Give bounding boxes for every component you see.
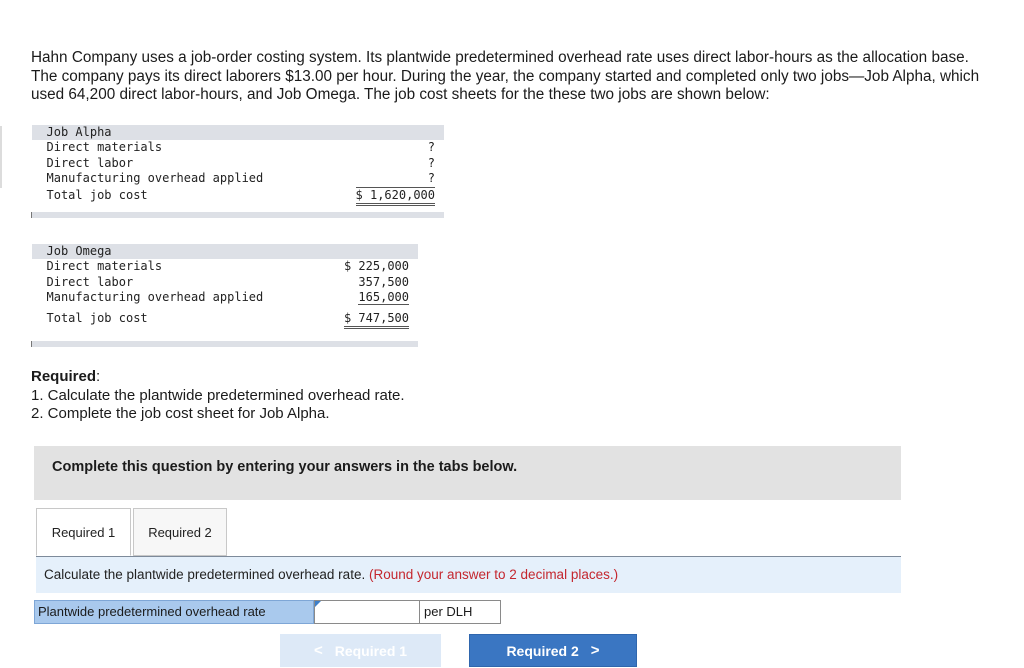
required-item-2: 2. Complete the job cost sheet for Job Alpha.: [31, 405, 330, 422]
job-alpha-table: [31, 125, 444, 218]
total-label: Total job cost: [46, 310, 148, 325]
question-hint: (Round your answer to 2 decimal places.): [368, 567, 619, 582]
row-value: $ 225,000: [343, 259, 409, 274]
job-omega-header-row: [32, 244, 419, 259]
left-margin-marker: [0, 126, 2, 188]
prev-button-label: Required 1: [334, 642, 408, 659]
required-heading: Required: [31, 368, 97, 385]
table-row: [32, 275, 419, 290]
answer-unit: per DLH: [420, 600, 501, 624]
total-row: [32, 306, 419, 329]
table-footer-bar: [32, 341, 419, 347]
table-row: [32, 171, 445, 186]
row-value: ?: [427, 155, 435, 170]
tab-required-1[interactable]: Required 1: [36, 508, 131, 556]
row-value: 165,000: [358, 290, 409, 305]
row-label: Manufacturing overhead applied: [46, 171, 264, 186]
question-box: [36, 557, 901, 593]
tab-required-2[interactable]: Required 2: [133, 508, 227, 556]
question-text: Calculate the plantwide predetermined overhead rate.: [44, 567, 366, 582]
answer-label: Plantwide predetermined overhead rate: [34, 600, 314, 624]
job-alpha-header-row: [32, 125, 445, 140]
row-label: Direct labor: [46, 155, 134, 170]
total-value: $ 1,620,000: [356, 187, 435, 206]
problem-statement: Hahn Company uses a job-order costing system. Its plantwide predetermined overhead rate uses direct labor-hours as the allocation base. The company pays its direct laborers $13.00 per hour. During the year, the company started and completed only two jobs—Job Alpha, which used 64,200 direct labor-hours, and Job Omega. The job cost sheets for the these two jobs are shown below:: [31, 49, 980, 104]
job-omega-title: Job Omega: [32, 244, 419, 259]
table-footer-bar: [32, 212, 445, 218]
chevron-right-icon: >: [590, 642, 600, 659]
row-label: Direct materials: [46, 259, 163, 274]
required-item-1: 1. Calculate the plantwide predetermined overhead rate.: [31, 386, 405, 404]
instructions-banner: Complete this question by entering your answers in the tabs below.: [34, 446, 901, 500]
input-corner-marker: [315, 601, 321, 607]
table-row: [32, 290, 419, 305]
total-row: [32, 187, 445, 206]
row-value: ?: [427, 140, 435, 155]
prev-required-button[interactable]: [280, 634, 441, 667]
job-omega-table: [31, 244, 418, 347]
row-value: ?: [427, 171, 435, 186]
next-required-button[interactable]: [469, 634, 637, 667]
total-value: $ 747,500: [344, 311, 409, 329]
required-section: Required: 1. Calculate the plantwide predetermined overhead rate. 2. Complete the job cost sheet for Job Alpha.: [31, 368, 405, 422]
overhead-rate-input[interactable]: [314, 600, 420, 624]
row-label: Direct labor: [46, 274, 134, 289]
table-row: [32, 156, 445, 171]
table-row: [32, 140, 445, 155]
row-label: Direct materials: [46, 140, 163, 155]
row-label: Manufacturing overhead applied: [46, 290, 264, 305]
total-label: Total job cost: [46, 187, 148, 202]
table-row: [32, 259, 419, 274]
row-value: 357,500: [358, 274, 409, 289]
chevron-left-icon: <: [313, 642, 323, 659]
next-button-label: Required 2: [506, 642, 579, 659]
job-alpha-title: Job Alpha: [32, 125, 445, 140]
